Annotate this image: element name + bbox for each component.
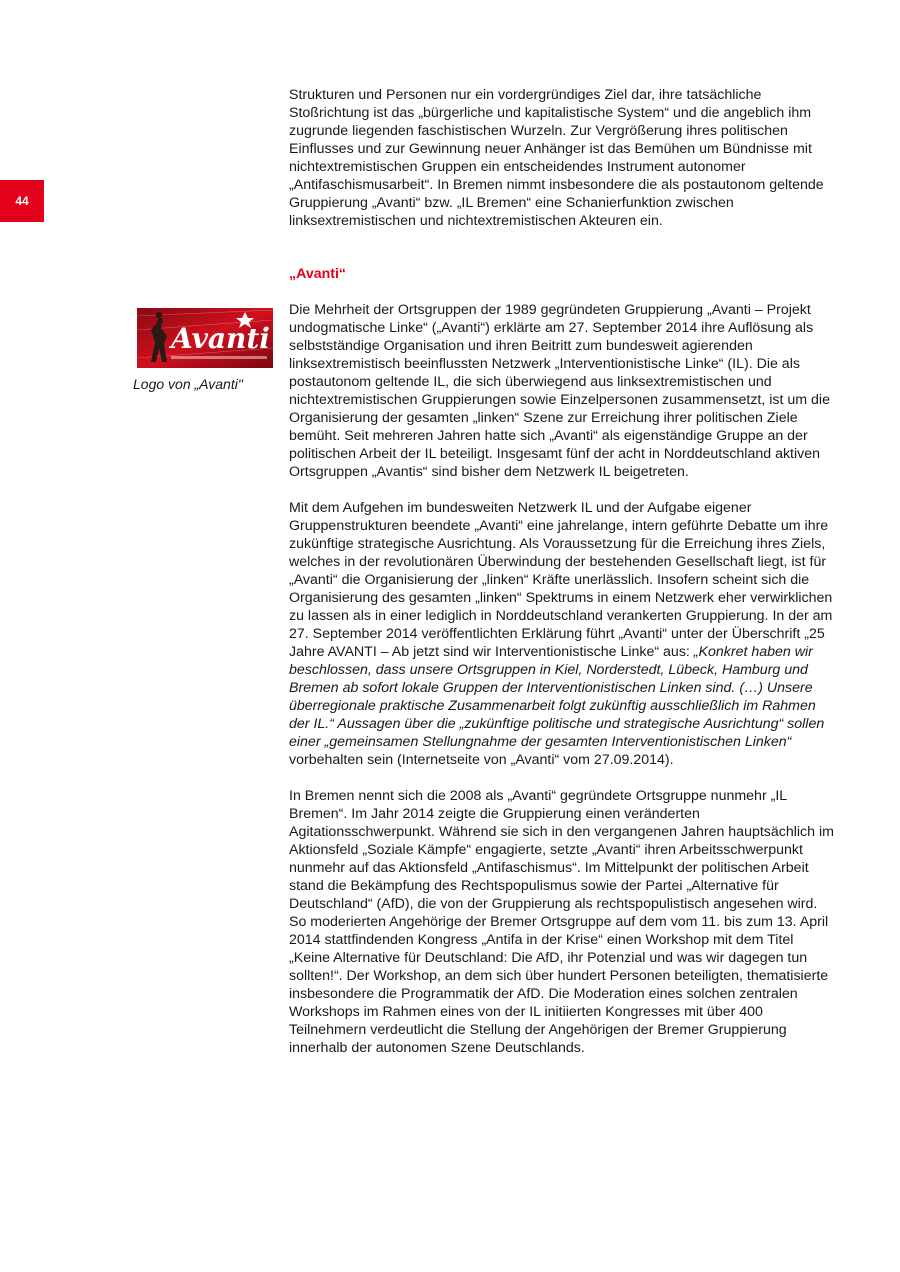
paragraph-3: In Bremen nennt sich die 2008 als „Avanti“ gegründete Ortsgruppe nunmehr „IL Bremen“. Im Jahr 2014 zeigte die Gruppierung einen veränderten Agitationsschwerpunkt. Während sie sich in den vergangenen Jahren hauptsächlich im Aktionsfeld „Soziale Kämpfe“ engagierte, setzte „Avanti“ ihren Arbeitsschwerpunkt nunmehr auf das Aktionsfeld „Antifaschismus“. Im Mittelpunkt der politischen Arbeit stand die Bekämpfung des Rechtspopulismus sowie der Partei „Alternative für Deutschland“ (AfD), die von der Gruppierung als rechtspopulistisch angesehen wird. So moderierten Angehörige der Bremer Ortsgruppe auf dem vom 11. bis zum 13. April 2014 stattfindenden Kongress „Antifa in der Krise“ einen Workshop mit dem Titel „Keine Alternative für Deutschland: Die AfD, ihr Potenzial und was wir dagegen tun sollten!“. Der Workshop, an dem sich über hundert Personen beteiligten, thematisierte insbesondere die Programmatik der AfD. Die Moderation eines solchen zentralen Workshops im Rahmen eines von der IL initiierten Kongresses mit über 400 Teilnehmern verdeutlicht die Stellung der Angehörigen der Bremer Gruppierung innerhalb der autonomen Szene Deutschlands.	[289, 788, 834, 1056]
section-heading: „Avanti“	[289, 266, 347, 282]
logo-caption: Logo von „Avanti"	[133, 376, 243, 392]
paragraph-2-quote: „Konkret haben wir beschlossen, dass unsere Ortsgruppen in Kiel, Norderstedt, Lübeck, Hamburg und Bremen ab sofort lokale Gruppen der Interventionistischen Linken sind. (…) Unsere überregionale praktische Zusammenarbeit folgt zukünftig ausschließlich im Rahmen der IL.“ Aussagen über die „zukünftige politische und strategische Ausrichtung“ sollen einer „gemeinsamen Stellungnahme der gesamten Interventionistischen Linken“	[289, 644, 825, 750]
paragraph-2-lead: Mit dem Aufgehen im bundesweiten Netzwerk IL und der Aufgabe eigener Gruppenstrukturen beendete „Avanti“ eine jahrelange, intern geführte Debatte um ihre zukünftige strategische Ausrichtung. Als Voraussetzung für die Erreichung ihres Ziels, welches in der revolutionären Überwindung der bestehenden Gesellschaft liegt, ist für „Avanti“ die Organisierung der „linken“ Kräfte unerlässlich. Insofern scheint sich die Organisierung des gesamten „linken“ Spektrums in einem Netzwerk eher verwirklichen zu lassen als in einer lediglich in Norddeutschland verankerten Gruppierung. In der am 27. September 2014 veröffentlichten Erklärung führt „Avanti“ unter der Überschrift „25 Jahre AVANTI – Ab jetzt sind wir Interventionistische Linke“ aus:	[289, 500, 833, 660]
avanti-logo-image	[137, 308, 273, 368]
page-number-tab	[0, 180, 44, 222]
main-column	[289, 86, 837, 1075]
paragraph-1: Die Mehrheit der Ortsgruppen der 1989 gegründeten Gruppierung „Avanti – Projekt undogmatische Linke“ („Avanti“) erklärte am 27. September 2014 ihre Auflösung als selbstständige Organisation und ihren Beitritt zum bundesweit agierenden linksextremistisch beeinflussten Netzwerk „Interventionistische Linke“ (IL). Die als postautonom geltende IL, die sich überwiegend aus linksextremistischen und nichtextremistischen Gruppierungen sowie Einzelpersonen zusammensetzt, ist um die Organisierung der gesamten „linken“ Szene zur Erreichung ihrer politischen Ziele bemüht. Seit mehreren Jahren hatte sich „Avanti“ als eigenständige Gruppe an der politischen Arbeit der IL beteiligt. Insgesamt fünf der acht in Norddeutschland aktiven Ortsgruppen „Avantis“ sind bisher dem Netzwerk IL beigetreten.	[289, 302, 830, 480]
page-number: 44	[15, 194, 29, 208]
logo-brand-text: Avanti	[171, 322, 270, 355]
avanti-logo	[137, 308, 273, 368]
paragraph-2	[289, 499, 837, 769]
intro-paragraph: Strukturen und Personen nur ein vordergründiges Ziel dar, ihre tatsächliche Stoßrichtung ist das „bürgerliche und kapitalistische System“ und die angeblich ihm zugrunde liegenden faschistischen Wurzeln. Zur Vergrößerung ihres politischen Einflusses und zur Gewinnung neuer Anhänger ist das Bemühen um Bündnisse mit nichtextremistischen Gruppen ein entscheidendes Instrument autonomer „Antifaschismusarbeit“. In Bremen nimmt insbesondere die als postautonom geltende Gruppierung „Avanti“ bzw. „IL Bremen“ eine Schanierfunktion zwischen linksextremistischen und nichtextremistischen Akteuren ein.	[289, 87, 824, 229]
paragraph-2-tail: vorbehalten sein (Internetseite von „Avanti“ vom 27.09.2014).	[289, 752, 674, 768]
